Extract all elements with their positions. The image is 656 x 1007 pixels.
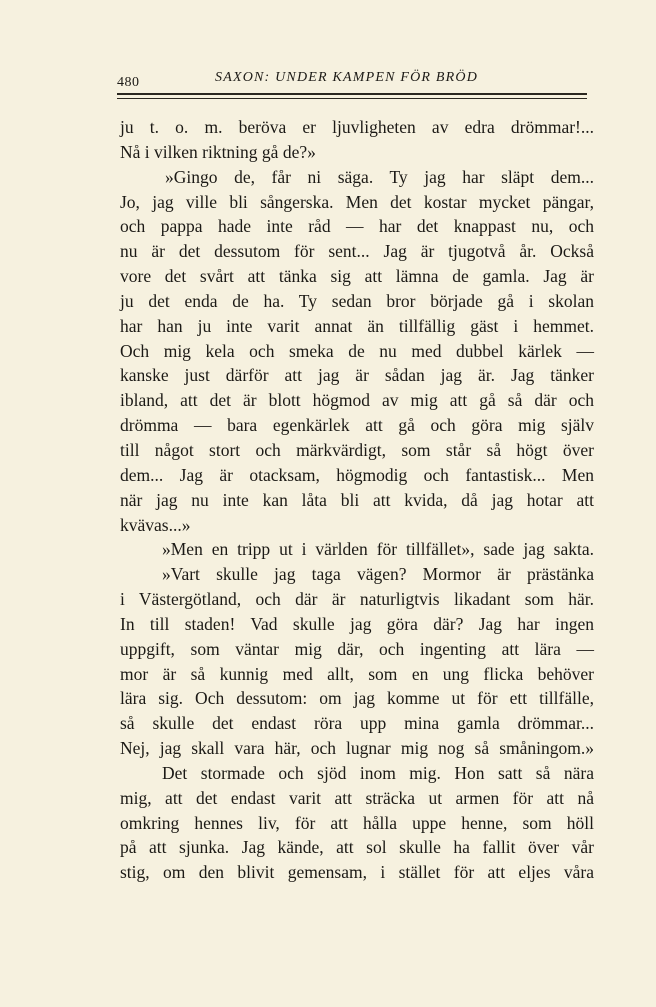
text-line: på att sjunka. Jag kände, att sol skulle ha fallit över vår — [120, 837, 594, 858]
text-line: »Men en tripp ut i världen för tillfället», sade jag sakta. — [162, 539, 594, 560]
text-line: när jag nu inte kan låta bli att kvida, då jag hotar att — [120, 489, 594, 510]
text-line: lära sig. Och dessutom: om jag komme ut för ett tillfälle, — [120, 688, 594, 709]
text-line: stig, om den blivit gemensam, i stället för att eljes våra — [120, 862, 594, 883]
text-line: »Gingo de, får ni säga. Ty jag har släpt dem... — [165, 166, 594, 187]
text-line: Nå i vilken riktning gå de?» — [120, 141, 316, 162]
text-line: Jo, jag ville bli sångerska. Men det kostar mycket pängar, — [120, 191, 594, 212]
text-line: har han ju inte varit annat än tillfällig gäst i hemmet. — [120, 315, 594, 336]
header-rule-thin — [117, 98, 587, 99]
text-line: Nej, jag skall vara här, och lugnar mig nog så småningom.» — [120, 738, 594, 759]
text-line: Och mig kela och smeka de nu med dubbel kärlek — — [120, 340, 594, 361]
text-line: nu är det dessutom för sent... Jag är tjugotvå år. Också — [120, 241, 594, 262]
text-line: omkring hennes liv, för att hålla uppe henne, som höll — [120, 812, 594, 833]
text-line: mor är så kunnig med allt, som en ung flicka behöver — [120, 663, 594, 684]
text-line: drömma — bara egenkärlek att gå och göra mig själv — [120, 415, 594, 436]
header-rule-thick — [117, 93, 587, 95]
text-line: dem... Jag är otacksam, högmodig och fantastisk... Men — [120, 464, 594, 485]
body-text — [120, 115, 594, 885]
text-line: ibland, att det är blott högmod av mig att gå så där och — [120, 390, 594, 411]
text-line: ju det enda de ha. Ty sedan bror började gå i skolan — [120, 290, 594, 311]
text-line: och pappa hade inte råd — har det knappast nu, och — [120, 216, 594, 237]
text-line: »Vart skulle jag taga vägen? Mormor är prästänka — [162, 564, 594, 585]
text-line: uppgift, som väntar mig där, och ingenting att lära — — [120, 638, 594, 659]
running-head: SAXON: UNDER KAMPEN FÖR BRÖD — [215, 70, 479, 85]
text-line: Det stormade och sjöd inom mig. Hon satt så nära — [162, 762, 594, 783]
text-line: In till staden! Vad skulle jag göra där? Jag har ingen — [120, 613, 594, 634]
page-number: 480 — [117, 75, 140, 90]
text-line: kanske just därför att jag är sådan jag är. Jag tänker — [120, 365, 594, 386]
text-line: i Västergötland, och där är naturligtvis likadant som här. — [120, 589, 594, 610]
text-line: mig, att det endast varit att sträcka ut armen för att nå — [120, 787, 594, 808]
text-line: ju t. o. m. beröva er ljuvligheten av edra drömmar!... — [120, 117, 594, 137]
text-line: vore det svårt att tänka sig att lämna de gamla. Jag är — [120, 266, 594, 287]
text-line: till något stort och märkvärdigt, som står så högt över — [120, 439, 594, 460]
text-line: så skulle det endast röra upp mina gamla drömmar... — [120, 713, 594, 734]
text-line: kvävas...» — [120, 514, 191, 535]
